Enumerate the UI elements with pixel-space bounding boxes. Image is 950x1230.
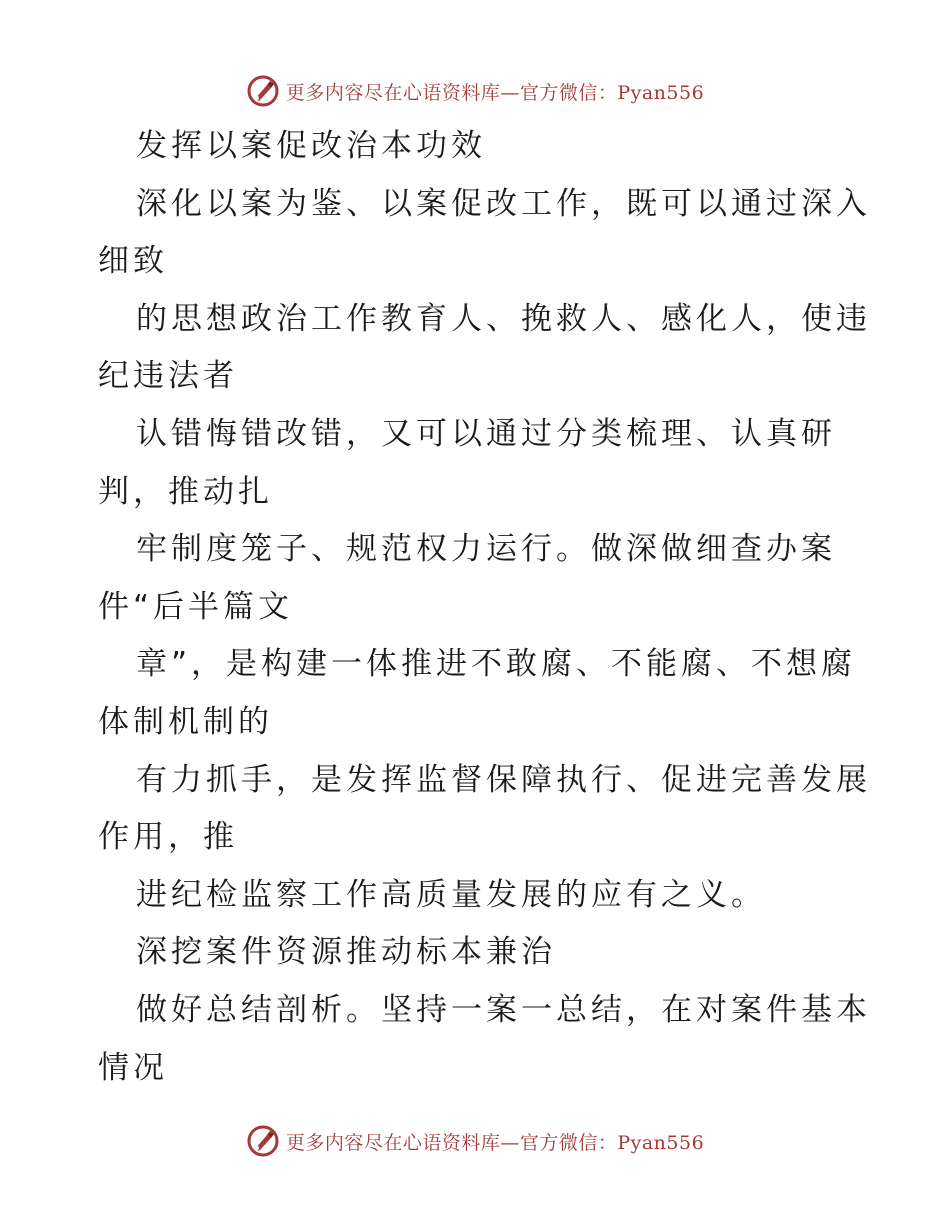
text-line: 体制机制的	[98, 703, 273, 740]
text-line: 作用，推	[98, 819, 238, 856]
watermark-text: 更多内容尽在心语资料库—官方微信：Pyan556	[285, 81, 705, 104]
text-line: 件“后半篇文	[98, 588, 294, 625]
watermark-text: 更多内容尽在心语资料库—官方微信：Pyan556	[285, 1131, 705, 1154]
footer-watermark-banner	[0, 1121, 950, 1161]
pen-logo-icon	[246, 74, 280, 108]
text-line: 情况	[98, 1049, 168, 1086]
text-line: 细致	[98, 243, 168, 280]
text-line: 认错悔错改错，又可以通过分类梳理、认真研	[136, 415, 836, 452]
text-line: 发挥以案促改治本功效	[136, 128, 486, 164]
text-line: 纪违法者	[98, 358, 238, 395]
document-body	[98, 118, 871, 1097]
text-line: 牢制度笼子、规范权力运行。做深做细查办案	[136, 531, 836, 568]
text-line: 深挖案件资源推动标本兼治	[136, 934, 556, 971]
text-line: 做好总结剖析。坚持一案一总结，在对案件基本	[136, 991, 871, 1028]
text-line: 有力抓手，是发挥监督保障执行、促进完善发展	[136, 761, 871, 798]
text-line: 进纪检监察工作高质量发展的应有之义。	[136, 876, 766, 913]
text-line: 章”，是构建一体推进不敢腐、不能腐、不想腐	[136, 646, 857, 683]
pen-logo-icon	[246, 1124, 280, 1158]
header-watermark-banner	[0, 71, 950, 111]
text-line: 判，推动扎	[98, 473, 273, 510]
text-line: 的思想政治工作教育人、挽救人、感化人，使违	[136, 300, 871, 337]
text-line: 深化以案为鉴、以案促改工作，既可以通过深入	[136, 185, 871, 222]
